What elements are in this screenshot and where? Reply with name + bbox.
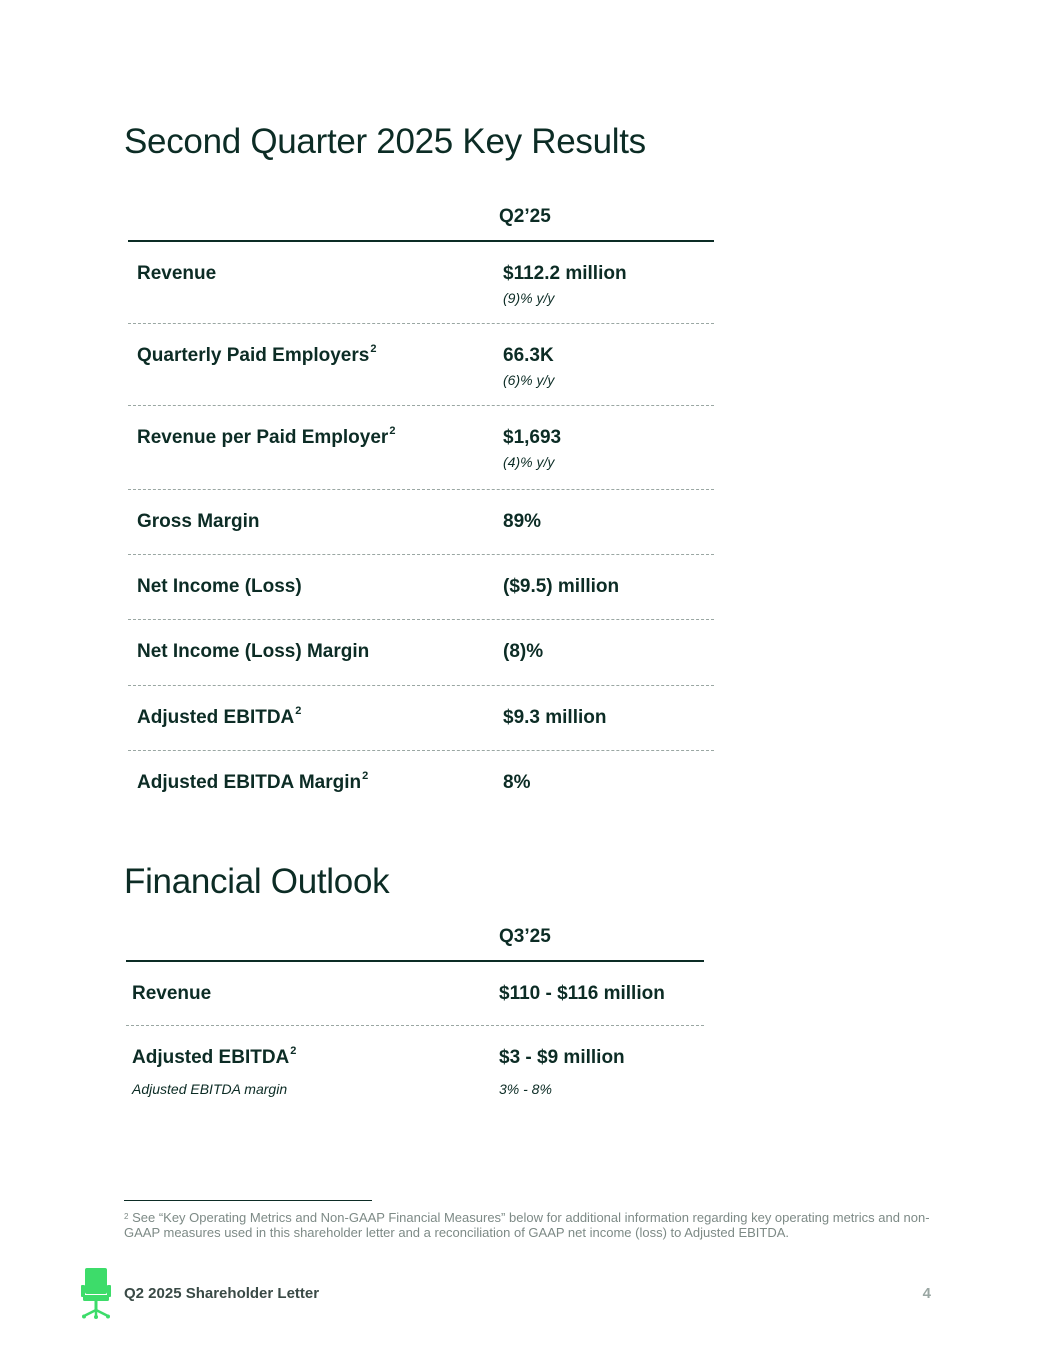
column-header-label: Q3’25 — [499, 926, 551, 947]
row-value: ($9.5) million — [503, 576, 620, 597]
row-label: Net Income (Loss) — [137, 576, 302, 597]
table-row — [126, 962, 704, 1026]
row-label: Adjusted EBITDA$^2$ — [137, 705, 302, 728]
row-value: $110 - $116 million — [499, 983, 665, 1004]
row-value: $9.3 million — [503, 707, 607, 728]
column-header-label: Q2’25 — [499, 206, 551, 227]
row-sublabel: Adjusted EBITDA margin — [132, 1081, 288, 1097]
row-label: Adjusted EBITDA$^2$ — [132, 1045, 297, 1068]
row-label: Revenue — [137, 263, 217, 284]
row-value: 89% — [503, 511, 542, 532]
page-number: 4 — [922, 1285, 931, 1302]
row-yoy-change: (6)% y/y — [503, 372, 555, 388]
table-row — [128, 324, 714, 406]
row-value: 8% — [503, 772, 531, 793]
row-value: $1,693 — [503, 427, 562, 448]
footer-title: Q2 2025 Shareholder Letter — [124, 1285, 320, 1302]
table-row — [128, 620, 714, 686]
footnote — [124, 1210, 944, 1240]
financial-outlook-table — [126, 915, 704, 1106]
table-row — [128, 490, 714, 555]
table-row — [128, 406, 714, 490]
row-label: Net Income (Loss) Margin — [137, 641, 370, 662]
row-yoy-change: (4)% y/y — [503, 454, 555, 470]
row-label: Quarterly Paid Employers$^2$ — [137, 343, 377, 366]
footnote-marker: 2 — [124, 1212, 129, 1221]
table-row — [128, 555, 714, 620]
row-label: Gross Margin — [137, 511, 260, 532]
footnote-marker: 2 — [370, 343, 377, 355]
chair-icon — [80, 1267, 112, 1319]
footnote-divider — [124, 1200, 372, 1201]
key-results-column-header — [128, 195, 714, 242]
key-results-table — [128, 195, 714, 815]
outlook-column-header — [126, 915, 704, 962]
footnote-marker: 2 — [295, 705, 302, 717]
row-value: 66.3K — [503, 345, 554, 366]
table-row — [128, 686, 714, 751]
footnote-marker: 2 — [362, 770, 369, 782]
footnote-marker: 2 — [389, 425, 396, 437]
table-row — [128, 242, 714, 324]
row-value: $3 - $9 million — [499, 1047, 625, 1068]
row-label: Revenue per Paid Employer$^2$ — [137, 425, 396, 448]
financial-outlook-title: Financial Outlook — [124, 862, 390, 901]
row-label: Adjusted EBITDA Margin$^2$ — [137, 770, 369, 793]
row-value: (8)% — [503, 641, 544, 662]
key-results-title: Second Quarter 2025 Key Results — [124, 122, 646, 161]
footnote-marker: 2 — [290, 1045, 297, 1057]
table-row — [126, 1026, 704, 1106]
row-label: Revenue — [132, 983, 212, 1004]
row-value: $112.2 million — [503, 263, 627, 284]
row-subvalue: 3% - 8% — [499, 1081, 552, 1097]
table-row — [128, 751, 714, 815]
row-yoy-change: (9)% y/y — [503, 290, 555, 306]
footnote-text: See “Key Operating Metrics and Non-GAAP Financial Measures” below for additional information regarding key operating metrics and non-GAAP measures used in this shareholder letter and a reconciliation of GAAP net income (loss) to Adjusted EBITDA. — [124, 1210, 930, 1240]
